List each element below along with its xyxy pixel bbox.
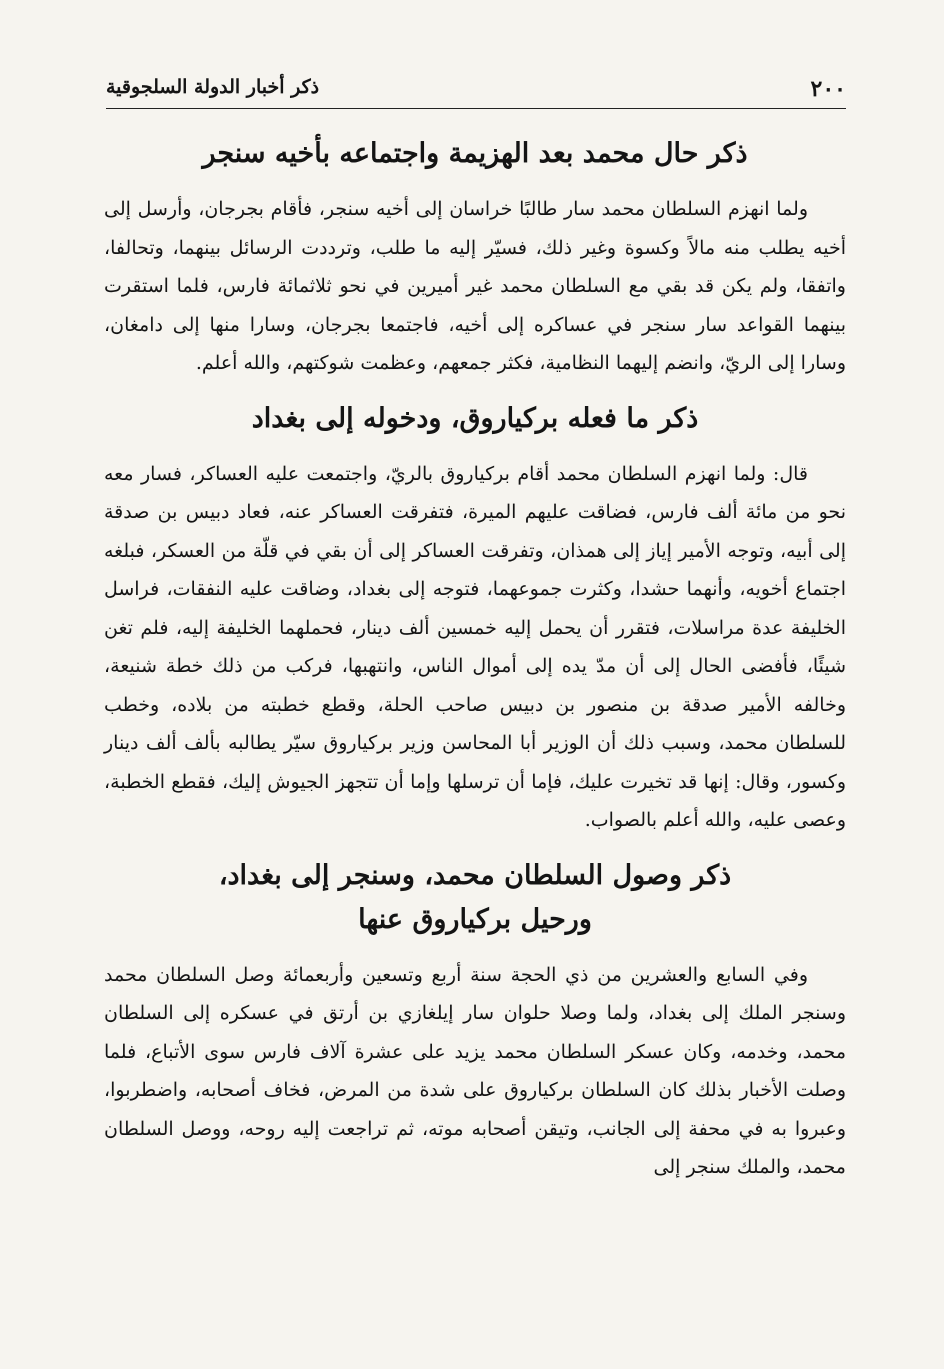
running-title: ذكر أخبار الدولة السلجوقية [106,76,320,98]
section-heading-line: ذكر ما فعله بركياروق، ودخوله إلى بغداد [251,402,699,434]
body-paragraph: قال: ولما انهزم السلطان محمد أقام بركياروق بالريّ، واجتمعت عليه العساكر، فسار معه نحو من مائة ألف فارس، فضاقت عليهم الميرة، فتفرقت العساكر عنه، فعاد دبيس بن صدقة إلى أبيه، وتوجه الأمير إياز إلى همذان، وتفرقت العساكر إلى أن بقي في قلّة من العسكر، فبلغه اجتماع أخويه، وأنهما حشدا، وكثرت جموعهما، فتوجه إلى بغداد، وضاقت عليه النفقات، فراسل الخليفة عدة مراسلات، فتقرر أن يحمل إليه خمسين ألف دينار، فحملهما الخليفة إليه، فلم تغن شيئًا، فأفضى الحال إلى أن مدّ يده إلى أموال الناس، وانتهبها، فركب من ذلك خطة شنيعة، وخالفه الأمير صدقة بن منصور بن دبيس صاحب الحلة، وقطع خطبته من بلاده، وخطب للسلطان محمد، وسبب ذلك أن الوزير أبا المحاسن وزير بركياروق سيّر يطالبه بألف ألف دينار وكسور، وقال: إنها قد تخيرت عليك، فإما أن ترسلها وإما أن تتجهز الجيوش إليك، فقطع الخطبة، وعصى عليه، والله أعلم بالصواب. [104,462,846,831]
section-heading-line: ذكر حال محمد بعد الهزيمة واجتماعه بأخيه سنجر [202,138,748,169]
page-content [104,128,846,1201]
section-heading-line: ورحيل بركياروق عنها [358,903,592,935]
section-heading-line: ذكر وصول السلطان محمد، وسنجر إلى بغداد، [218,859,732,891]
running-header [106,74,846,109]
section-heading [104,397,846,441]
body-paragraph: وفي السابع والعشرين من ذي الحجة سنة أربع وتسعين وأربعمائة وصل السلطان محمد وسنجر الملك إلى بغداد، ولما وصلا حلوان سار إيلغازي بن أرتق في عسكره إلى السلطان محمد، وخدمه، وكان عسكر السلطان محمد يزيد على عشرة آلاف فارس سوى الأتباع، فلما وصلت الأخبار بذلك كان السلطان بركياروق على شدة من المرض، فخاف أصحابه، واضطربوا، وعبروا به في محفة إلى الجانب، وتيقن أصحابه موته، ثم تراجعت إليه روحه، ووصل السلطان محمد، والملك سنجر إلى [104,963,846,1178]
body-paragraph: ولما انهزم السلطان محمد سار طالبًا خراسان إلى أخيه سنجر، فأقام بجرجان، وأرسل إلى أخيه يطلب منه مالاً وكسوة وغير ذلك، فسيّر إليه ما طلب، وترددت الرسائل بينهما، وتحالفا، واتفقا، ولم يكن قد بقي مع السلطان محمد غير أميرين في نحو ثلاثمائة فارس، فلما استقرت بينهما القواعد سار سنجر في عساكره إلى أخيه، فاجتمعا بجرجان، وسارا منها إلى دامغان، وسارا إلى الريّ، وانضم إليهما النظامية، فكثر جمعهم، وعظمت شوكتهم، والله أعلم. [104,198,846,374]
page-number: ٢٠٠ [810,76,846,102]
section-heading [104,854,846,942]
section-heading [104,132,846,176]
